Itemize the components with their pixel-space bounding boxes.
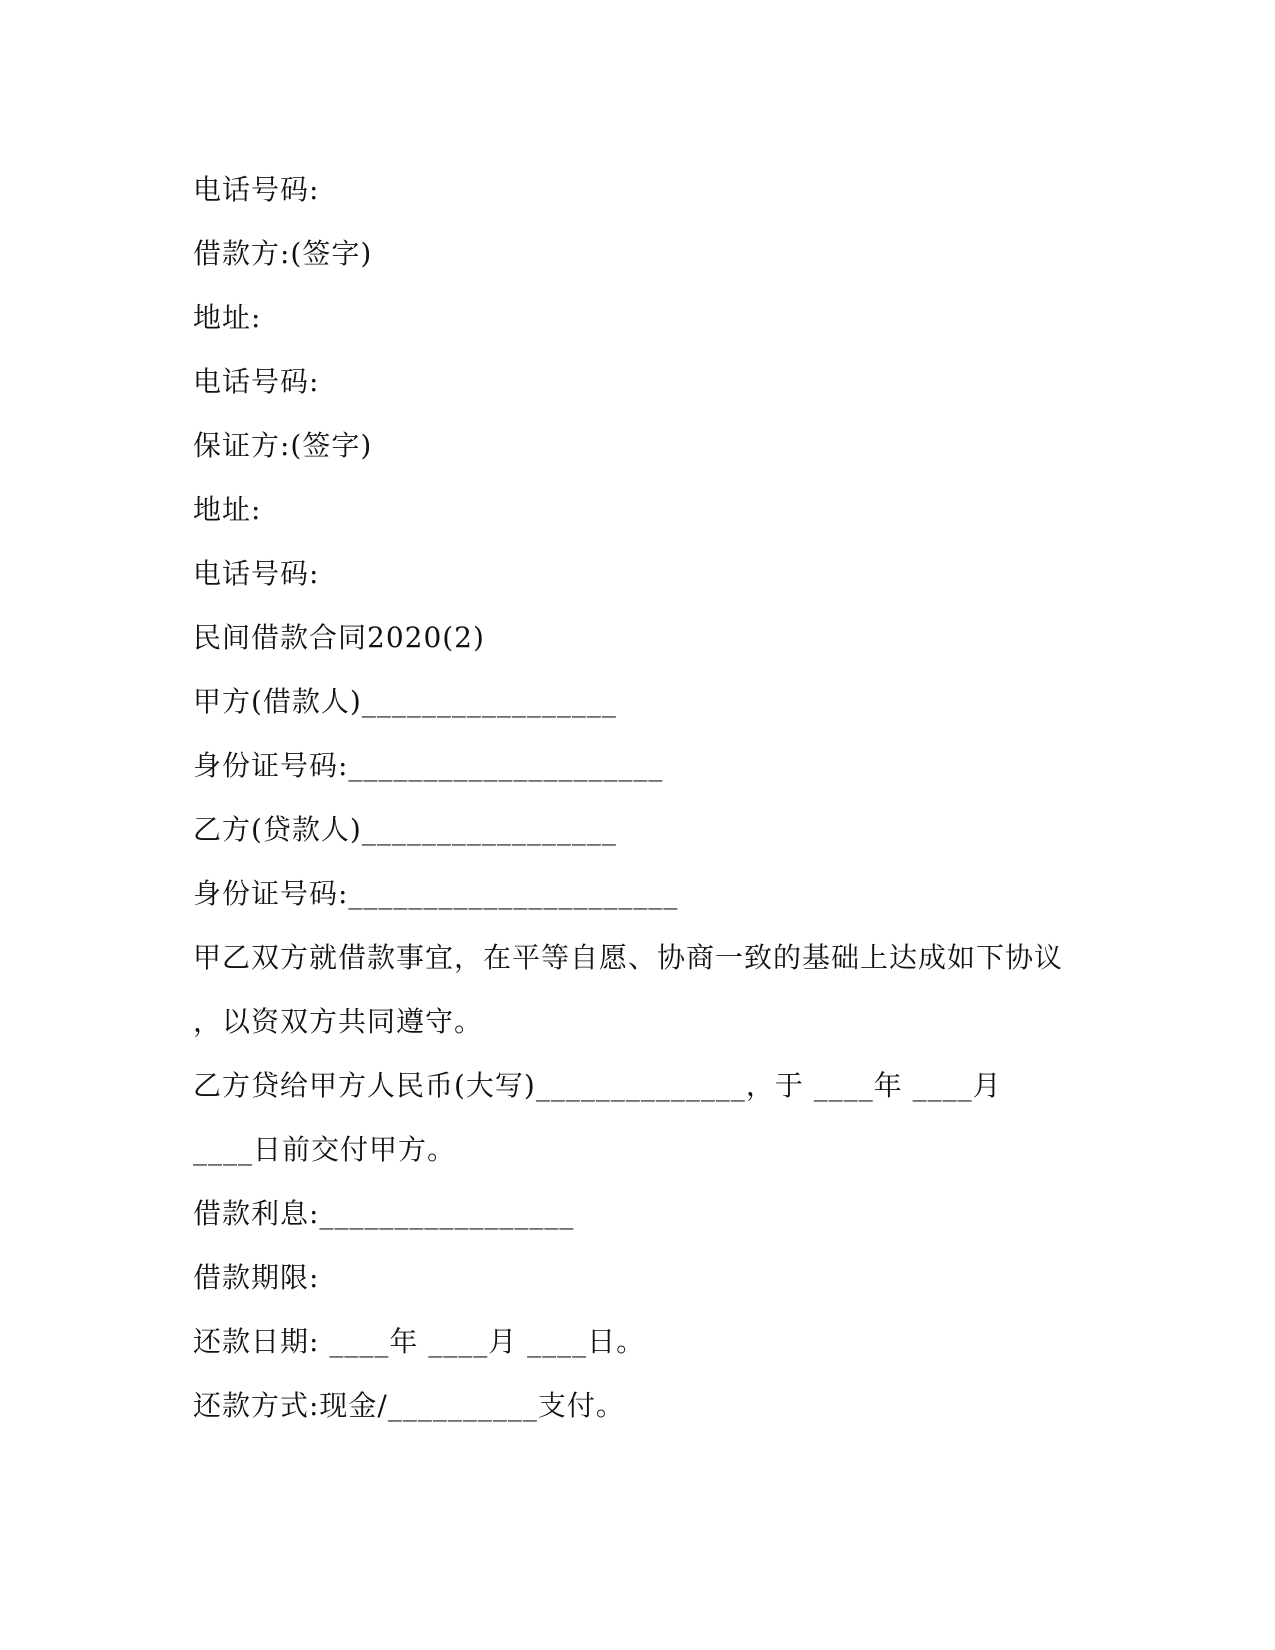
repayment-date-field: 还款日期: ____年 ____月 ____日。 — [193, 1325, 646, 1358]
party-b-field: 乙方(贷款人)_________________ — [193, 813, 617, 846]
repayment-method-field: 还款方式:现金/__________支付。 — [193, 1389, 625, 1422]
party-a-field: 甲方(借款人)_________________ — [193, 685, 617, 718]
agreement-paragraph-line-2: ，以资双方共同遵守。 — [193, 1005, 484, 1038]
party-a-id-field: 身份证号码:_____________________ — [193, 749, 664, 782]
loan-amount-line-2: ____日前交付甲方。 — [193, 1133, 457, 1166]
loan-amount-line-1: 乙方贷给甲方人民币(大写)______________，于 ____年 ____月 — [193, 1069, 1002, 1102]
contract-title: 民间借款合同2020(2) — [193, 621, 485, 654]
borrower-signature-label: 借款方:(签字) — [193, 237, 373, 270]
guarantor-signature-label: 保证方:(签字) — [193, 429, 373, 462]
agreement-paragraph-line-1: 甲乙双方就借款事宜，在平等自愿、协商一致的基础上达成如下协议 — [193, 941, 1064, 974]
loan-term-label: 借款期限: — [193, 1261, 320, 1294]
phone-label-3: 电话号码: — [193, 557, 320, 590]
address-label-1: 地址: — [193, 301, 262, 334]
phone-label-1: 电话号码: — [193, 173, 320, 206]
party-b-id-field: 身份证号码:______________________ — [193, 877, 679, 910]
address-label-2: 地址: — [193, 493, 262, 526]
phone-label-2: 电话号码: — [193, 365, 320, 398]
loan-interest-field: 借款利息:_________________ — [193, 1197, 575, 1230]
